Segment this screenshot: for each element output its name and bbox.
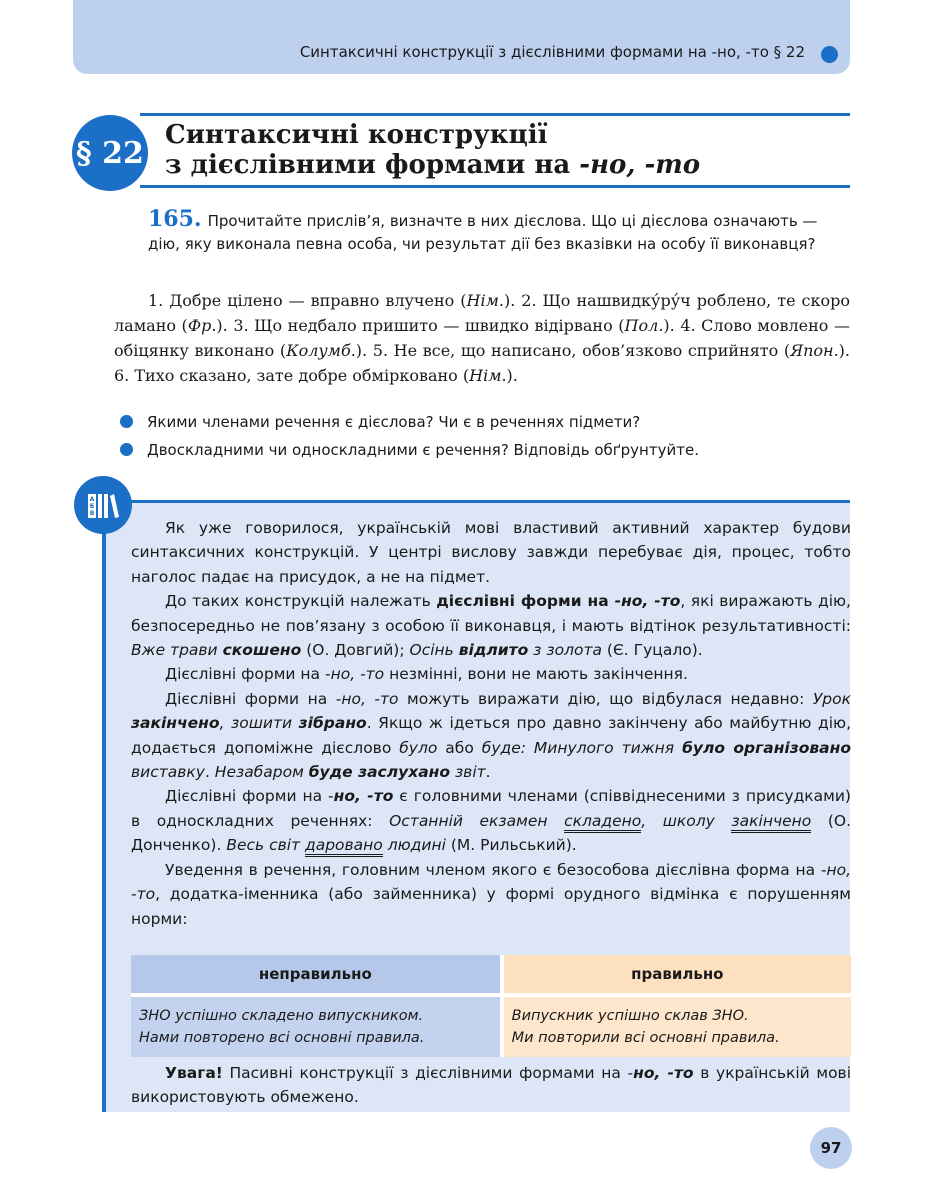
norm-table xyxy=(131,955,851,1057)
running-header xyxy=(73,0,850,74)
warning-label: Увага! xyxy=(165,1064,223,1082)
question-item: Якими членами речення є дієслова? Чи є в реченнях підмети? xyxy=(120,411,640,433)
svg-text:А: А xyxy=(89,496,95,503)
table-cell-right: Випускник успішно склав ЗНО. Ми повторили всі основні правила. xyxy=(504,997,851,1057)
section-number-badge: § 22 xyxy=(72,115,148,191)
svg-text:В: В xyxy=(89,510,95,517)
rule-text xyxy=(131,516,851,931)
table-head-right: правильно xyxy=(504,955,851,993)
exercise-number: 165. xyxy=(148,206,202,232)
question-item: Двоскладними чи односкладними є речення? Відповідь обґрунтуйте. xyxy=(120,439,699,461)
exercise-task-text: Прочитайте прислів’я, визначте в них дієслова. Що ці дієслова означають — дію, яку виконала певна особа, чи результат дії без вказівки на особу її виконавця? xyxy=(148,212,818,253)
rule-paragraph: Уведення в речення, головним членом якого є безособова дієслівна форма на -но, -то, додатка-іменника (або займенника) у формі орудного відмінка є порушенням норми: xyxy=(131,860,851,928)
section-rule-top xyxy=(140,113,850,116)
rule-paragraph: Дієслівні форми на -но, -то незмінні, вони не мають закінчення. xyxy=(165,665,688,684)
warning-note: Увага! Пасивні конструкції з дієслівними формами на -но, -то в українській мові використовують обмежено. xyxy=(131,1064,851,1106)
running-title: Синтаксичні конструкції з дієслівними формами на -но, -то § 22 xyxy=(299,43,805,61)
section-title xyxy=(165,120,700,180)
bullet-dot-icon xyxy=(120,443,133,456)
table-head-wrong: неправильно xyxy=(131,955,500,993)
section-title-line1: Синтаксичні конструкції xyxy=(165,120,548,150)
books-icon xyxy=(74,476,132,534)
rule-box-top-line xyxy=(104,500,850,503)
rule-paragraph: Дієслівні форми на -но, -то є головними членами (співвіднесеними з присудками) в односкладних реченнях: Останній екзамен складено, школу закінчено (О. Дончeнко). Весь світ даровано людині (М. Рильський). xyxy=(131,784,851,857)
bullet-dot-icon xyxy=(120,415,133,428)
section-rule-bottom xyxy=(140,185,850,188)
proverbs-text: 1. Добре цілено — вправно влучено (Нім.). 2. Що нашвидку́ру́ч роблено, те скоро ламано (Фр.). 3. Що недбало пришито — швидко відірвано (Пол.). 4. Слово мовлено — обіцянку виконано (Колумб.). 5. Не все, що написано, обов’язково сприйнято (Япон.). 6. Тихо сказано, зате добре обмірковано (Нім.). xyxy=(114,291,851,385)
svg-text:Б: Б xyxy=(89,503,95,510)
rule-paragraph: До таких конструкцій належать дієслівні форми на -но, -то, які виражають дію, безпосередньо не пов’язану з особою її виконавця, і мають відтінок результативності: Вже трави скошено (О. Довгий); Осінь відлито з золота (Є. Гуцало). xyxy=(131,592,851,660)
rule-paragraph: Як уже говорилося, українській мові властивий активний характер будови синтаксичних конструкцій. У центрі вислову завжди перебуває дія, процес, тобто наголос падає на присудок, а не на підмет. xyxy=(131,519,851,586)
rule-box-left-line xyxy=(102,502,106,1112)
rule-paragraph: Дієслівні форми на -но, -то можуть виражати дію, що відбулася недавно: Урок закінчено, зошити зібрано. Якщо ж ідеться про давно закінчену або майбутню дію, додається допоміжне дієслово було або буде: Минулого тижня було організовано виставку. Незабаром буде заслухано звіт. xyxy=(131,689,851,782)
header-dot-icon xyxy=(821,46,838,63)
table-cell-wrong: ЗНО успішно складено випускником. Нами повторено всі основні правила. xyxy=(131,997,500,1057)
section-title-line2: з дієслівними формами на -но, -то xyxy=(165,150,701,180)
page-number: 97 xyxy=(810,1127,852,1169)
exercise-task xyxy=(148,208,850,256)
